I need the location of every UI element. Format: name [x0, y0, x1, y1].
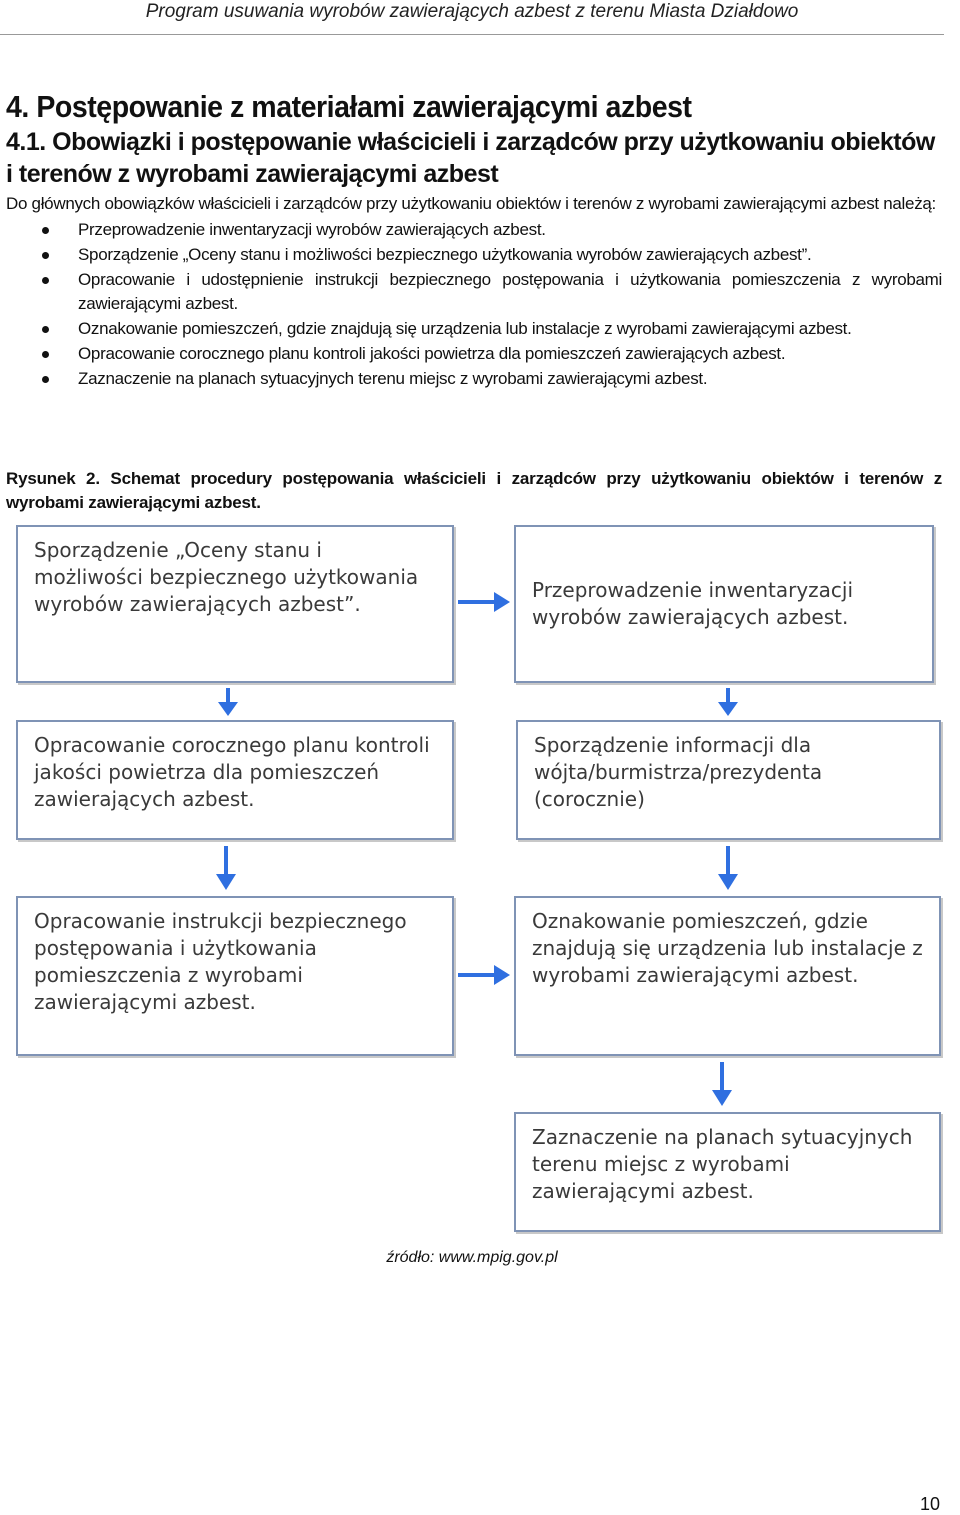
list-item: Zaznaczenie na planach sytuacyjnych terenu miejsc z wyrobami zawierającymi azbest. — [6, 367, 942, 391]
running-header: Program usuwania wyrobów zawierających azbest z terenu Miasta Działdowo — [0, 0, 944, 35]
arrow-right-icon — [458, 592, 510, 612]
box-oznakowanie: Oznakowanie pomieszczeń, gdzie znajdują się urządzenia lub instalacje z wyrobami zawierającymi azbest. — [514, 896, 941, 1056]
list-item: Opracowanie corocznego planu kontroli jakości powietrza dla pomieszczeń zawierających azbest. — [6, 342, 942, 366]
arrow-down-icon — [218, 688, 238, 716]
box-zaznaczenie: Zaznaczenie na planach sytuacyjnych terenu miejsc z wyrobami zawierającymi azbest. — [514, 1112, 941, 1232]
figure-caption: Rysunek 2. Schemat procedury postępowania właścicieli i zarządców przy użytkowaniu obiektów i terenów z wyrobami zawierającymi azbest. — [6, 469, 942, 512]
list-item: Oznakowanie pomieszczeń, gdzie znajdują się urządzenia lub instalacje z wyrobami zawierającymi azbest. — [6, 317, 942, 341]
arrow-down-icon — [718, 846, 738, 890]
arrow-down-icon — [712, 1062, 732, 1106]
list-item: Przeprowadzenie inwentaryzacji wyrobów zawierających azbest. — [6, 218, 942, 242]
box-inwentaryzacja: Przeprowadzenie inwentaryzacji wyrobów zawierających azbest. — [514, 525, 934, 683]
box-plan-kontroli: Opracowanie corocznego planu kontroli jakości powietrza dla pomieszczeń zawierających azbest. — [16, 720, 454, 840]
subsection-title: 4.1. Obowiązki i postępowanie właścicieli i zarządców przy użytkowaniu obiektów i terenów z wyrobami zawierającymi azbest — [6, 128, 935, 188]
page-number: 10 — [919, 1494, 940, 1514]
arrow-down-icon — [216, 846, 236, 890]
box-ocena-stanu: Sporządzenie „Oceny stanu i możliwości bezpiecznego użytkowania wyrobów zawierających azbest”. — [16, 525, 454, 683]
section-title: 4. Postępowanie z materiałami zawierającymi azbest — [6, 89, 692, 124]
figure-source: źródło: www.mpig.gov.pl — [386, 1249, 558, 1266]
arrow-down-icon — [718, 688, 738, 716]
box-instrukcja: Opracowanie instrukcji bezpiecznego postępowania i użytkowania pomieszczenia z wyrobami zawierającymi azbest. — [16, 896, 454, 1056]
intro-paragraph: Do głównych obowiązków właścicieli i zarządców przy użytkowaniu obiektów i terenów z wyrobami zawierającymi azbest należą: — [6, 194, 936, 213]
arrow-right-icon — [458, 965, 510, 985]
box-informacja: Sporządzenie informacji dla wójta/burmistrza/prezydenta (corocznie) — [516, 720, 941, 840]
list-item: Opracowanie i udostępnienie instrukcji bezpiecznego postępowania i użytkowania pomieszczenia z wyrobami zawierającymi azbest. — [6, 268, 942, 316]
list-item: Sporządzenie „Oceny stanu i możliwości bezpiecznego użytkowania wyrobów zawierających azbest”. — [6, 243, 942, 267]
